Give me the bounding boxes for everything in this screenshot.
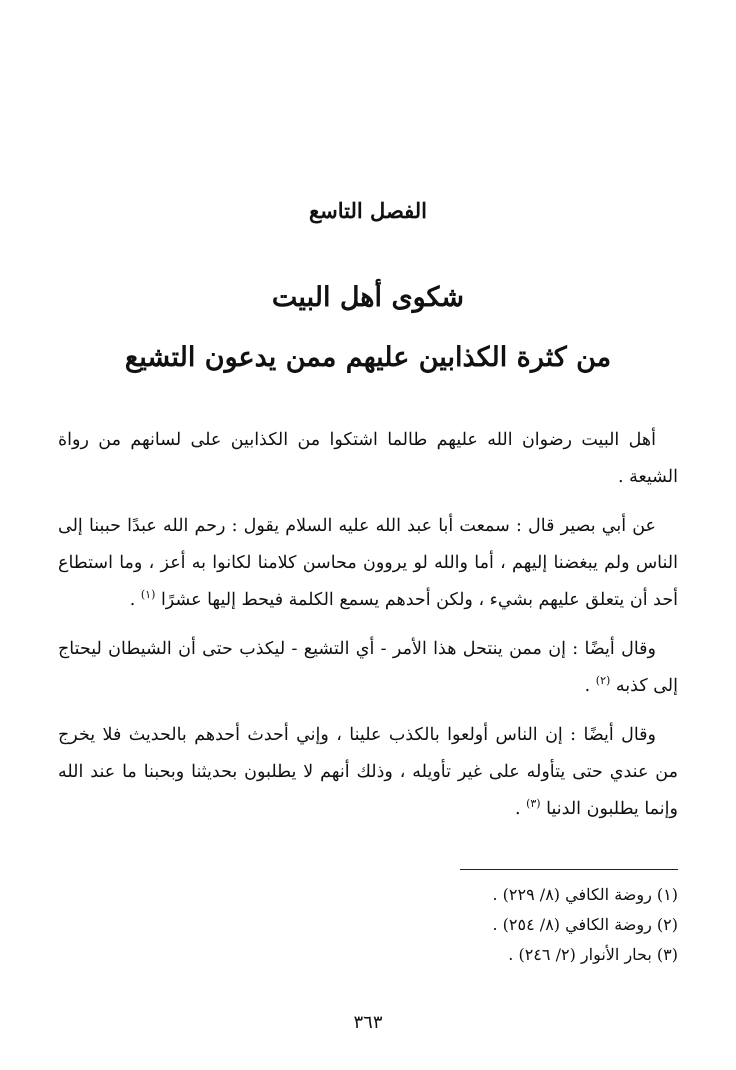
body-text xyxy=(58,422,678,840)
footnotes xyxy=(58,880,678,970)
footnote-2: (٢) روضة الكافي (٨/ ٢٥٤) . xyxy=(492,915,678,934)
chapter-label: الفصل التاسع xyxy=(308,198,428,223)
paragraph-hadith-2 xyxy=(58,631,678,705)
page-subtitle: من كثرة الكذابين عليهم ممن يدعون التشيع xyxy=(124,342,612,373)
footnote-3: (٣) بحار الأنوار (٢/ ٢٤٦) . xyxy=(508,945,678,964)
paragraph-end: . xyxy=(514,799,527,819)
paragraph-text: وقال أيضًا : إن ممن ينتحل هذا الأمر - أي التشيع - ليكذب حتى أن الشيطان ليحتاج إلى كذبه xyxy=(58,639,678,696)
footnote-1: (١) روضة الكافي (٨/ ٢٢٩) . xyxy=(492,885,678,904)
footnote-separator xyxy=(460,869,678,870)
paragraph-text: وقال أيضًا : إن الناس أولعوا بالكذب علينا ، وإني أحدث أحدهم بالحديث فلا يخرج من عندي حتى يتأوله على غير تأويله ، وذلك أنهم لا يطلبون بحديثنا وبحبنا ما عند الله وإنما يطلبون الدنيا xyxy=(58,725,678,819)
paragraph-hadith-1 xyxy=(58,508,678,619)
paragraph-hadith-3 xyxy=(58,717,678,828)
page-number: ٣٦٣ xyxy=(353,1012,383,1033)
paragraph-text: أهل البيت رضوان الله عليهم طالما اشتكوا من الكذابين على لسانهم من رواة الشيعة . xyxy=(58,430,678,487)
paragraph-intro xyxy=(58,422,678,496)
paragraph-end: . xyxy=(584,676,596,696)
page-title: شكوى أهل البيت xyxy=(271,282,465,313)
footnote-marker: (١) xyxy=(140,588,156,602)
footnote-marker: (٢) xyxy=(595,674,611,688)
footnote-marker: (٣) xyxy=(526,797,541,811)
paragraph-text: عن أبي بصير قال : سمعت أبا عبد الله عليه السلام يقول : رحم الله عبدًا حببنا إلى الناس ولم يبغضنا إليهم ، أما والله لو يروون محاسن كلامنا لكانوا به أعز ، وما استطاع أحد أن يتعلق عليهم بشيء ، ولكن أحدهم يسمع الكلمة فيحط إليها عشرًا xyxy=(58,516,678,610)
paragraph-end: . xyxy=(129,590,141,610)
